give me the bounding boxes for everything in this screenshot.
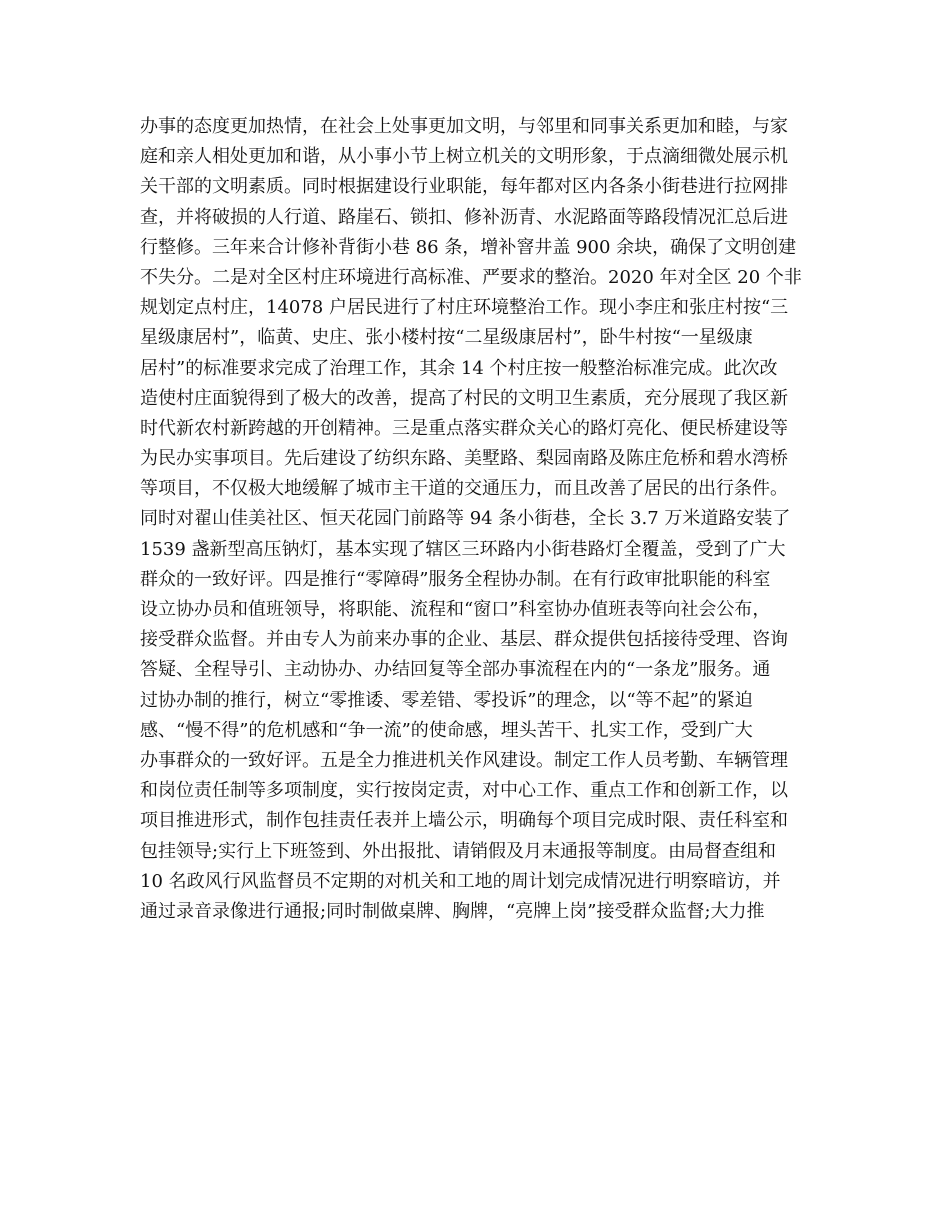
text-line: 同时对翟山佳美社区、恒天花园门前路等 94 条小街巷，全长 3.7 万米道路安装了 [140, 508, 791, 530]
text-line: 庭和亲人相处更加和谐，从小事小节上树立机关的文明形象，于点滴细微处展示机 [140, 146, 788, 168]
text-line: 项目推进形式，制作包挂责任表并上墙公示，明确每个项目完成时限、责任科室和 [140, 810, 788, 832]
text-line: 通过录音录像进行通报;同时制做桌牌、胸牌，“亮牌上岗”接受群众监督;大力推 [140, 900, 765, 922]
text-line: 包挂领导;实行上下班签到、外出报批、请销假及月末通报等制度。由局督查组和 [140, 840, 777, 862]
text-line: 设立协办员和值班领导，将职能、流程和“窗口”科室协办值班表等向社会公布， [140, 599, 771, 620]
text-line: 1539 盏新型高压钠灯，基本实现了辖区三环路内小街巷路灯全覆盖，受到了广大 [140, 538, 786, 560]
text-line: 接受群众监督。并由专人为前来办事的企业、基层、群众提供包括接待受理、咨询 [140, 629, 788, 651]
text-line: 过协办制的推行，树立“零推诿、零差错、零投诉”的理念，以“等不起”的紧迫 [140, 689, 753, 711]
text-line: 规划定点村庄，14078 户居民进行了村庄环境整治工作。现小李庄和张庄村按“三 [140, 297, 789, 319]
text-line: 和岗位责任制等多项制度，实行按岗定责，对中心工作、重点工作和创新工作，以 [140, 780, 788, 802]
text-line: 等项目，不仅极大地缓解了城市主干道的交通压力，而且改善了居民的出行条件。 [140, 478, 788, 500]
text-line: 查，并将破损的人行道、路崖石、锁扣、修补沥青、水泥路面等路段情况汇总后进 [140, 206, 788, 228]
text-line: 群众的一致好评。四是推行“零障碍”服务全程协办制。在有行政审批职能的科室 [140, 568, 771, 590]
text-line: 造使村庄面貌得到了极大的改善，提高了村民的文明卫生素质，充分展现了我区新 [140, 387, 788, 409]
body-text [140, 112, 820, 927]
text-line: 行整修。三年来合计修补背街小巷 86 条，增补窨井盖 900 余块，确保了文明创建 [140, 236, 797, 258]
text-line: 办事的态度更加热情，在社会上处事更加文明，与邻里和同事关系更加和睦，与家 [140, 116, 788, 137]
text-line: 感、“慢不得”的危机感和“争一流”的使命感，埋头苦干、扎实工作，受到广大 [140, 719, 753, 741]
text-line: 不失分。二是对全区村庄环境进行高标准、严要求的整治。2020 年对全区 20 个非 [140, 266, 802, 288]
text-line: 居村”的标准要求完成了治理工作，其余 14 个村庄按一般整治标准完成。此次改 [140, 357, 778, 379]
text-line: 10 名政风行风监督员不定期的对机关和工地的周计划完成情况进行明察暗访，并 [140, 870, 781, 892]
text-line: 答疑、全程导引、主动协办、办结回复等全部办事流程在内的“一条龙”服务。通 [140, 659, 771, 681]
text-line: 时代新农村新跨越的开创精神。三是重点落实群众关心的路灯亮化、便民桥建设等 [140, 417, 788, 439]
text-line: 为民办实事项目。先后建设了纺织东路、美墅路、梨园南路及陈庄危桥和碧水湾桥 [140, 448, 788, 470]
text-line: 关干部的文明素质。同时根据建设行业职能，每年都对区内各条小街巷进行拉网排 [140, 176, 788, 198]
text-line: 星级康居村”，临黄、史庄、张小楼村按“二星级康居村”，卧牛村按“一星级康 [140, 327, 753, 349]
text-line: 办事群众的一致好评。五是全力推进机关作风建设。制定工作人员考勤、车辆管理 [140, 749, 788, 771]
